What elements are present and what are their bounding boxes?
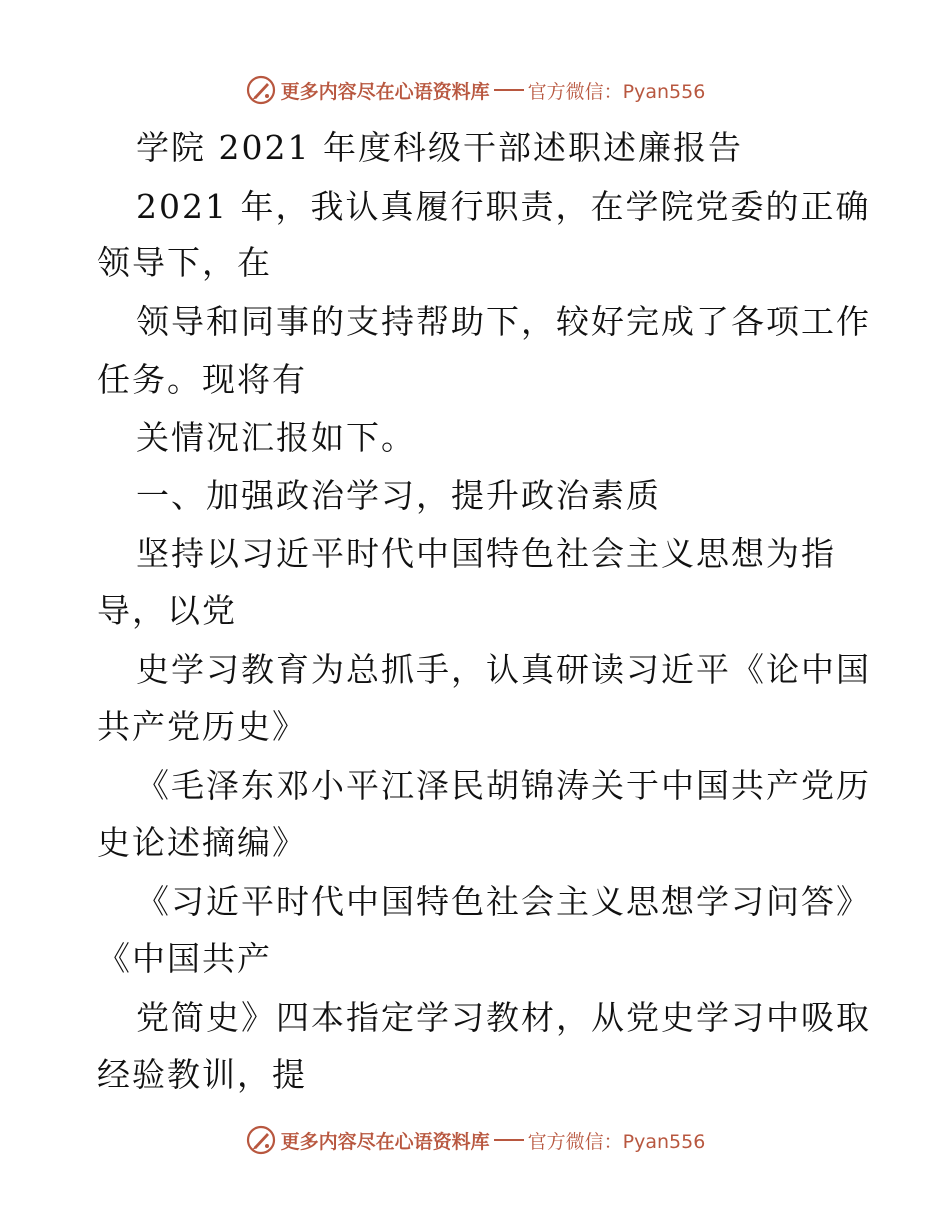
- document-line: 《中国共产: [97, 939, 272, 978]
- document-line: 史学习教育为总抓手，认真研读习近平《论中国: [136, 650, 871, 689]
- document-line: 共产党历史》: [97, 707, 307, 746]
- document-line: 导，以党: [97, 591, 237, 630]
- document-line: 2021 年，我认真履行职责，在学院党委的正确: [136, 187, 871, 226]
- footer-banner: [0, 1120, 950, 1160]
- document-line: 领导和同事的支持帮助下，较好完成了各项工作: [136, 302, 871, 341]
- banner-sub-text: 官方微信：Pyan556: [527, 80, 706, 103]
- document-line: 《毛泽东邓小平江泽民胡锦涛关于中国共产党历: [136, 766, 871, 805]
- section-heading: 一、加强政治学习，提升政治素质: [136, 476, 661, 515]
- banner-main-text: 更多内容尽在心语资料库: [280, 80, 490, 103]
- document-line: 坚持以习近平时代中国特色社会主义思想为指: [136, 534, 836, 573]
- banner-main-text: 更多内容尽在心语资料库: [280, 1130, 490, 1153]
- document-title: 学院 2021 年度科级干部述职述廉报告: [136, 128, 743, 167]
- quill-pen-logo-icon: [245, 1124, 277, 1156]
- document-line: 任务。现将有: [97, 360, 307, 399]
- document-line: 关情况汇报如下。: [136, 418, 416, 457]
- banner-separator: [494, 1139, 524, 1141]
- document-line: 经验教训，提: [97, 1055, 307, 1094]
- document-line: 领导下，在: [97, 243, 272, 282]
- document-line: 党简史》四本指定学习教材，从党史学习中吸取: [136, 998, 871, 1037]
- document-line: 史论述摘编》: [97, 823, 307, 862]
- banner-sub-text: 官方微信：Pyan556: [527, 1130, 706, 1153]
- document-line: 《习近平时代中国特色社会主义思想学习问答》: [136, 882, 871, 921]
